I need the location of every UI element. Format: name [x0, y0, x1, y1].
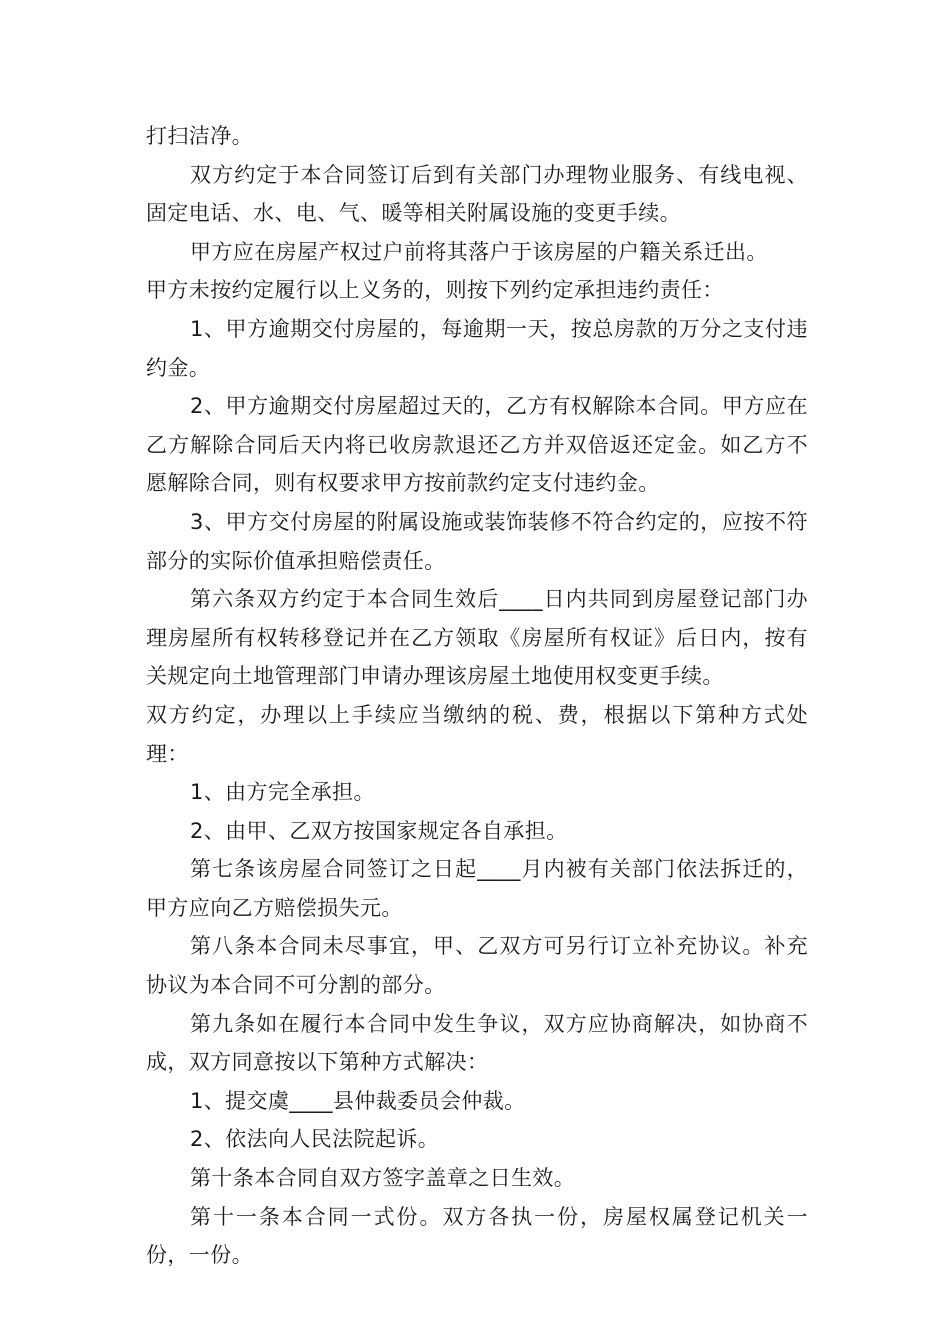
paragraph: 打扫洁净。 [146, 124, 253, 148]
paragraph: 1、甲方逾期交付房屋的，每逾期一天，按总房款的万分之支付违约金。 [146, 316, 808, 380]
paragraph: 甲方未按约定履行以上义务的，则按下列约定承担违约责任： [146, 278, 724, 303]
paragraph: 第六条双方约定于本合同生效后____日内共同到房屋登记部门办理房屋所有权转移登记并在乙方领取《房屋所有权证》后日内，按有关规定向土地管理部门申请办理该房屋土地使用权变更手续。 [146, 587, 808, 689]
paragraph: 2、由甲、乙双方按国家规定各自承担。 [190, 818, 568, 843]
paragraph: 双方约定，办理以上手续应当缴纳的税、费，根据以下第种方式处理： [146, 702, 808, 766]
paragraph: 第十条本合同自双方签字盖章之日生效。 [190, 1166, 576, 1191]
paragraph: 第十一条本合同一式份。双方各执一份，房屋权属登记机关一份，一份。 [146, 1204, 808, 1268]
paragraph: 第七条该房屋合同签订之日起____月内被有关部门依法拆迁的，甲方应向乙方赔偿损失元。 [146, 857, 808, 920]
paragraph: 2、甲方逾期交付房屋超过天的，乙方有权解除本合同。甲方应在乙方解除合同后天内将已收房款退还乙方并双倍返还定金。如乙方不愿解除合同，则有权要求甲方按前款约定支付违约金。 [146, 394, 808, 496]
paragraph: 甲方应在房屋产权过户前将其落户于该房屋的户籍关系迁出。 [190, 239, 768, 264]
paragraph: 双方约定于本合同签订后到有关部门办理物业服务、有线电视、固定电话、水、电、气、暖等相关附属设施的变更手续。 [146, 162, 808, 226]
paragraph: 第八条本合同未尽事宜，甲、乙双方可另行订立补充协议。补充协议为本合同不可分割的部分。 [146, 934, 808, 998]
paragraph: 2、依法向人民法院起诉。 [190, 1127, 440, 1152]
paragraph: 第九条如在履行本合同中发生争议，双方应协商解决，如协商不成，双方同意按以下第种方式解决： [146, 1011, 808, 1075]
contract-body [146, 117, 808, 1275]
paragraph: 1、由方完全承担。 [190, 780, 375, 805]
paragraph: 3、甲方交付房屋的附属设施或装饰装修不符合约定的，应按不符部分的实际价值承担赔偿责任。 [146, 509, 808, 573]
paragraph: 1、提交虞____县仲裁委员会仲裁。 [190, 1088, 526, 1113]
